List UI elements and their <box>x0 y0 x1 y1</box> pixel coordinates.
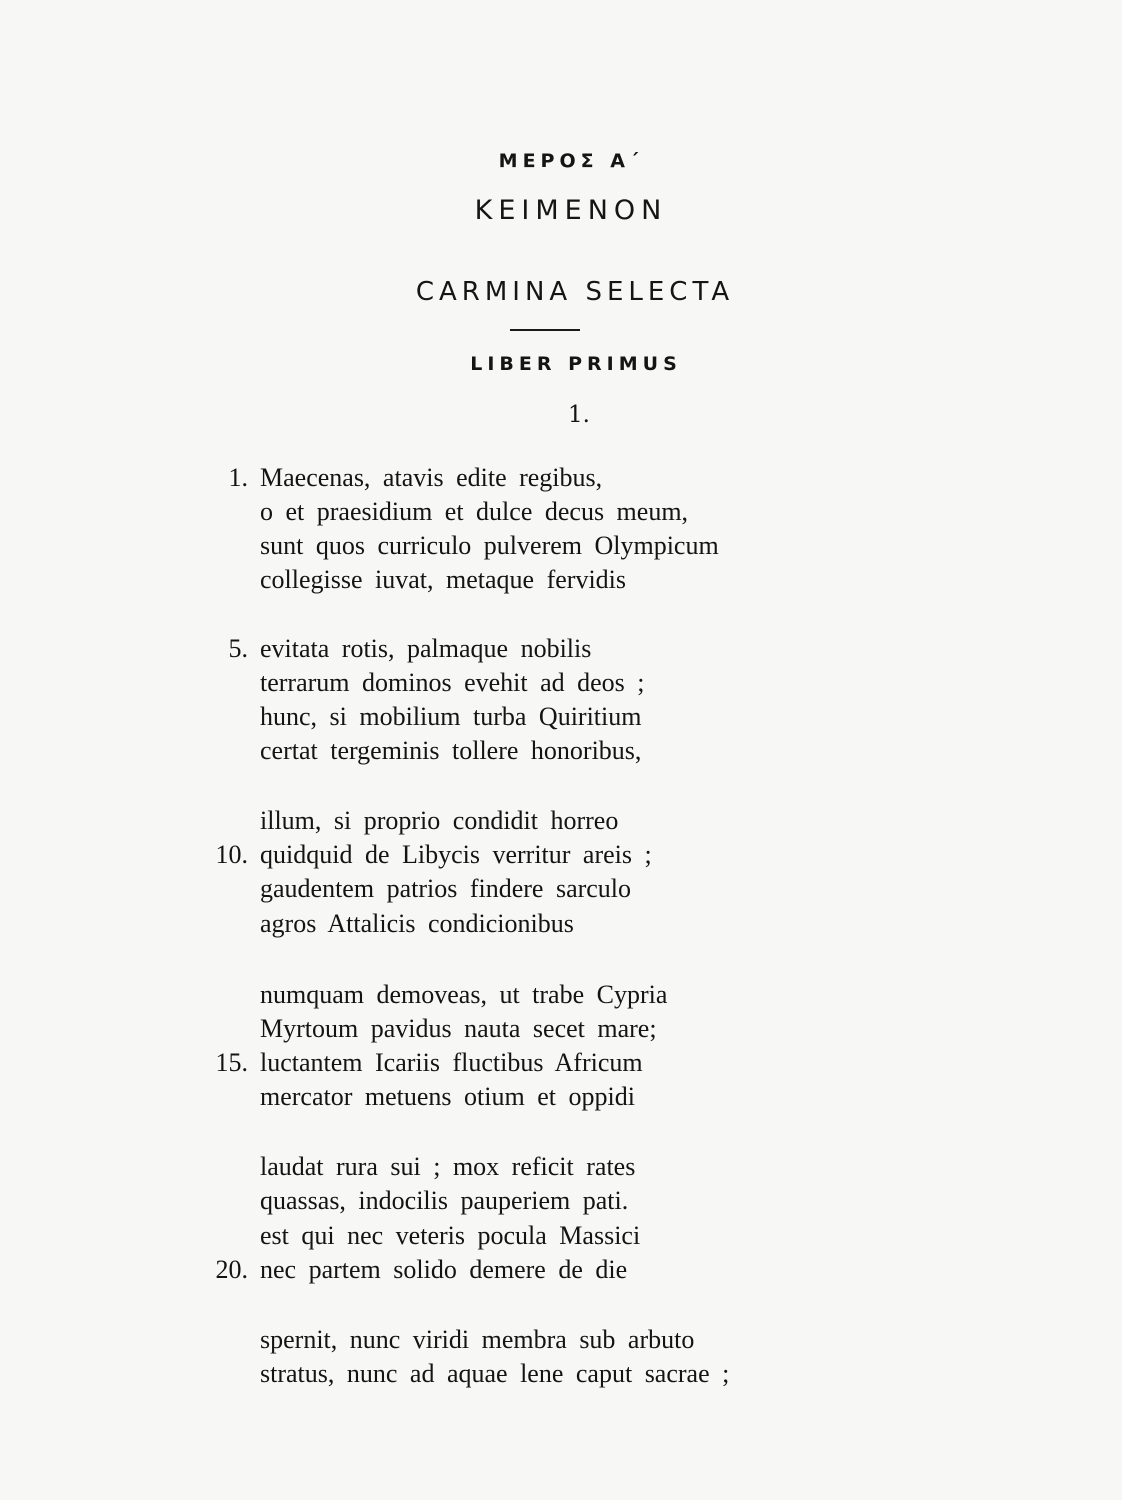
line-number: 5. <box>228 634 248 663</box>
verse-text: certat tergeminis tollere honoribus, <box>260 736 642 765</box>
verse-text: spernit, nunc viridi membra sub arbuto <box>260 1325 695 1354</box>
line-number: 15. <box>215 1048 248 1077</box>
verse-text: sunt quos curriculo pulverem Olympicum <box>260 531 719 560</box>
verse-line <box>0 978 1122 1012</box>
verse-line <box>0 700 1122 734</box>
verse-text: illum, si proprio condidit horreo <box>260 806 619 835</box>
verse-text: nec partem solido demere de die <box>260 1255 628 1284</box>
book-title: LIBER PRIMUS <box>470 353 682 375</box>
verse-text: agros Attalicis condicionibus <box>260 909 574 938</box>
verse-line <box>0 838 1122 872</box>
verse-text: collegisse iuvat, metaque fervidis <box>260 565 627 594</box>
verse-text: o et praesidium et dulce decus meum, <box>260 497 689 526</box>
verse-text: quassas, indocilis pauperiem pati. <box>260 1186 629 1215</box>
verse-text: numquam demoveas, ut trabe Cypria <box>260 980 668 1009</box>
verse-line <box>0 495 1122 529</box>
work-title: CARMINA SELECTA <box>415 277 735 307</box>
verse-line <box>0 461 1122 495</box>
line-number: 1. <box>228 463 248 492</box>
section-title: ΚΕΙΜΕΝΟΝ <box>474 195 668 226</box>
verse-line <box>0 632 1122 666</box>
verse-text: luctantem Icariis fluctibus Africum <box>260 1048 643 1077</box>
verse-line <box>0 734 1122 768</box>
verse-text: gaudentem patrios findere sarculo <box>260 874 632 903</box>
verse-text: hunc, si mobilium turba Quiritium <box>260 702 642 731</box>
verse-line <box>0 1323 1122 1357</box>
verse-text: terrarum dominos evehit ad deos ; <box>260 668 645 697</box>
part-label: ΜΕΡΟΣ Α΄ <box>498 150 644 172</box>
verse-line <box>0 804 1122 838</box>
verse-text: laudat rura sui ; mox reficit rates <box>260 1152 636 1181</box>
line-number: 10. <box>215 840 248 869</box>
title-divider <box>510 329 580 331</box>
verse-line <box>0 1150 1122 1184</box>
verse-line <box>0 666 1122 700</box>
verse-text: Maecenas, atavis edite regibus, <box>260 463 603 492</box>
verse-line <box>0 1184 1122 1218</box>
line-number: 20. <box>215 1255 248 1284</box>
verse-text: mercator metuens otium et oppidi <box>260 1082 635 1111</box>
poem-number: 1. <box>568 402 590 428</box>
verse-line <box>0 1012 1122 1046</box>
verse-text: evitata rotis, palmaque nobilis <box>260 634 592 663</box>
verse-line <box>0 1080 1122 1114</box>
verse-line <box>0 1046 1122 1080</box>
verse-line <box>0 529 1122 563</box>
verse-text: stratus, nunc ad aquae lene caput sacrae ; <box>260 1359 730 1388</box>
verse-line <box>0 563 1122 597</box>
verse-text: est qui nec veteris pocula Massici <box>260 1221 641 1250</box>
verse-line <box>0 1253 1122 1287</box>
verse-line <box>0 1219 1122 1253</box>
verse-line <box>0 1357 1122 1391</box>
verse-line <box>0 872 1122 906</box>
verse-text: Myrtoum pavidus nauta secet mare; <box>260 1014 657 1043</box>
verse-line <box>0 907 1122 941</box>
verse-text: quidquid de Libycis verritur areis ; <box>260 840 652 869</box>
